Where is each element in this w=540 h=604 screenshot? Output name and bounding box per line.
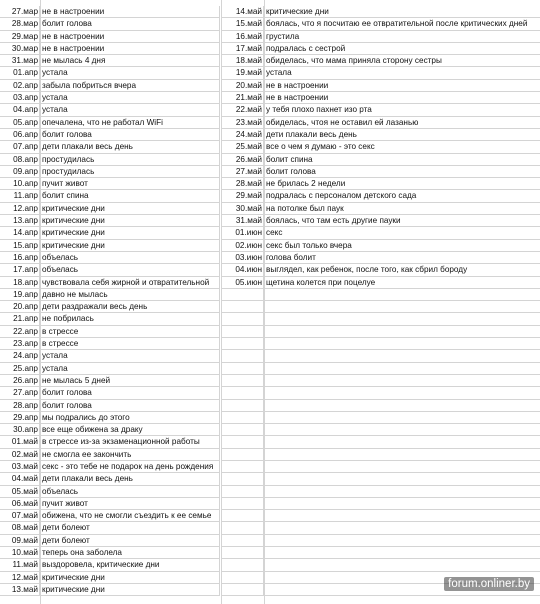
note-cell[interactable]: критические дни [40, 572, 220, 583]
date-cell[interactable] [222, 412, 264, 423]
date-cell[interactable]: 16.май [222, 31, 264, 42]
table-row [222, 18, 540, 30]
table-row [222, 67, 540, 79]
date-cell[interactable] [222, 535, 264, 546]
table-row [0, 313, 220, 325]
note-cell[interactable]: щетина колется при поцелуе [264, 277, 540, 288]
date-cell[interactable] [222, 547, 264, 558]
table-row [0, 375, 220, 387]
table-row [0, 252, 220, 264]
table-row [222, 154, 540, 166]
table-row [222, 104, 540, 116]
date-cell[interactable] [222, 326, 264, 337]
note-cell[interactable]: давно не мылась [40, 289, 220, 300]
date-cell[interactable]: 02.июн [222, 240, 264, 251]
date-cell[interactable]: 02.май [0, 449, 40, 460]
table-row [0, 117, 220, 129]
table-row [222, 461, 540, 473]
note-cell[interactable]: дети раздражали весь день [40, 301, 220, 312]
date-cell[interactable]: 04.апр [0, 104, 40, 115]
date-cell[interactable]: 24.апр [0, 350, 40, 361]
note-cell[interactable]: объелась [40, 486, 220, 497]
date-cell[interactable]: 07.май [0, 510, 40, 521]
table-row [0, 92, 220, 104]
date-cell[interactable] [222, 363, 264, 374]
table-row [0, 535, 220, 547]
note-cell[interactable]: пучит живот [40, 178, 220, 189]
note-cell[interactable]: не в настроении [40, 43, 220, 54]
date-cell[interactable]: 13.май [0, 584, 40, 595]
table-row [222, 289, 540, 301]
table-row [0, 436, 220, 448]
date-cell[interactable]: 05.июн [222, 277, 264, 288]
date-cell[interactable]: 26.апр [0, 375, 40, 386]
table-row [0, 461, 220, 473]
note-cell[interactable]: подралась с персоналом детского сада [264, 190, 540, 201]
table-row [222, 350, 540, 362]
date-cell[interactable]: 22.май [222, 104, 264, 115]
note-cell[interactable]: устала [40, 104, 220, 115]
date-cell[interactable] [222, 400, 264, 411]
date-cell[interactable]: 20.май [222, 80, 264, 91]
date-cell[interactable]: 06.апр [0, 129, 40, 140]
date-cell[interactable]: 28.май [222, 178, 264, 189]
table-row [0, 141, 220, 153]
table-row [0, 178, 220, 190]
table-row [222, 252, 540, 264]
date-cell[interactable]: 19.май [222, 67, 264, 78]
table-row [0, 264, 220, 276]
note-cell[interactable]: чувствовала себя жирной и отвратительной [40, 277, 220, 288]
note-cell[interactable]: болит спина [40, 190, 220, 201]
date-cell[interactable]: 17.апр [0, 264, 40, 275]
note-cell[interactable] [264, 424, 540, 435]
table-row [222, 277, 540, 289]
note-cell[interactable] [264, 412, 540, 423]
date-cell[interactable]: 29.май [222, 190, 264, 201]
table-row [0, 412, 220, 424]
date-cell[interactable] [222, 498, 264, 509]
date-cell[interactable]: 06.май [0, 498, 40, 509]
date-cell[interactable]: 21.апр [0, 313, 40, 324]
date-cell[interactable]: 25.май [222, 141, 264, 152]
date-cell[interactable]: 29.мар [0, 31, 40, 42]
table-row [222, 375, 540, 387]
note-cell[interactable]: не мылась 5 дней [40, 375, 220, 386]
note-cell[interactable]: обиделась, чтоя не оставил ей лазанью [264, 117, 540, 128]
date-cell[interactable]: 01.апр [0, 67, 40, 78]
table-row [0, 584, 220, 596]
date-cell[interactable]: 28.мар [0, 18, 40, 29]
date-cell[interactable]: 31.мар [0, 55, 40, 66]
table-row [0, 18, 220, 30]
note-cell[interactable] [264, 473, 540, 484]
date-cell[interactable] [222, 424, 264, 435]
table-row [0, 363, 220, 375]
note-cell[interactable] [264, 449, 540, 460]
table-row [0, 6, 220, 18]
note-cell[interactable]: не в настроении [40, 31, 220, 42]
date-cell[interactable]: 18.май [222, 55, 264, 66]
note-cell[interactable] [264, 338, 540, 349]
note-cell[interactable] [264, 375, 540, 386]
table-row [0, 190, 220, 202]
note-cell[interactable]: пучит живот [40, 498, 220, 509]
date-cell[interactable]: 09.май [0, 535, 40, 546]
date-cell[interactable]: 05.апр [0, 117, 40, 128]
date-cell[interactable]: 28.апр [0, 400, 40, 411]
note-cell[interactable]: в стрессе из-за экзаменационной работы [40, 436, 220, 447]
note-cell[interactable]: дети болеют [40, 535, 220, 546]
table-row [222, 400, 540, 412]
date-cell[interactable]: 10.апр [0, 178, 40, 189]
date-cell[interactable]: 23.апр [0, 338, 40, 349]
table-row [0, 350, 220, 362]
date-cell[interactable] [222, 301, 264, 312]
left-column-table [0, 6, 220, 596]
table-row [0, 166, 220, 178]
note-cell[interactable]: критические дни [264, 6, 540, 17]
table-row [222, 559, 540, 571]
table-row [222, 227, 540, 239]
table-row [0, 215, 220, 227]
note-cell[interactable]: обиделась, что мама приняла сторону сестры [264, 55, 540, 66]
note-cell[interactable]: не побрилась [40, 313, 220, 324]
note-cell[interactable] [264, 461, 540, 472]
note-cell[interactable]: в стрессе [40, 326, 220, 337]
table-row [0, 326, 220, 338]
note-cell[interactable]: критические дни [40, 240, 220, 251]
table-row [222, 240, 540, 252]
date-cell[interactable]: 27.апр [0, 387, 40, 398]
table-row [0, 104, 220, 116]
note-cell[interactable]: мы подрались до этого [40, 412, 220, 423]
table-row [0, 338, 220, 350]
note-cell[interactable]: опечалена, что не работал WiFi [40, 117, 220, 128]
table-row [0, 31, 220, 43]
note-cell[interactable] [264, 559, 540, 570]
date-cell[interactable]: 03.апр [0, 92, 40, 103]
note-cell[interactable]: все о чем я думаю - это секс [264, 141, 540, 152]
date-cell[interactable]: 31.май [222, 215, 264, 226]
date-cell[interactable]: 23.май [222, 117, 264, 128]
table-row [222, 510, 540, 522]
note-cell[interactable] [264, 522, 540, 533]
date-cell[interactable]: 11.май [0, 559, 40, 570]
date-cell[interactable]: 08.апр [0, 154, 40, 165]
note-cell[interactable]: дети болеют [40, 522, 220, 533]
date-cell[interactable] [222, 572, 264, 583]
note-cell[interactable]: выглядел, как ребенок, после того, как сбрил бороду [264, 264, 540, 275]
note-cell[interactable]: не в настроении [264, 92, 540, 103]
note-cell[interactable]: подралась с сестрой [264, 43, 540, 54]
table-row [222, 326, 540, 338]
table-row [0, 473, 220, 485]
note-cell[interactable]: дети плакали весь день [40, 141, 220, 152]
note-cell[interactable]: боялась, что я посчитаю ее отвратительной после критических дней [264, 18, 540, 29]
note-cell[interactable]: боялась, что там есть другие пауки [264, 215, 540, 226]
table-row [222, 449, 540, 461]
date-cell[interactable]: 29.апр [0, 412, 40, 423]
table-row [0, 572, 220, 584]
note-cell[interactable]: критические дни [40, 215, 220, 226]
date-cell[interactable]: 20.апр [0, 301, 40, 312]
note-cell[interactable]: грустила [264, 31, 540, 42]
table-row [0, 510, 220, 522]
note-cell[interactable]: дети плакали весь день [40, 473, 220, 484]
date-cell[interactable] [222, 510, 264, 521]
date-cell[interactable]: 09.апр [0, 166, 40, 177]
date-cell[interactable]: 12.май [0, 572, 40, 583]
note-cell[interactable]: теперь она заболела [40, 547, 220, 558]
date-cell[interactable] [222, 313, 264, 324]
date-cell[interactable] [222, 375, 264, 386]
table-row [0, 55, 220, 67]
date-cell[interactable]: 27.май [222, 166, 264, 177]
note-cell[interactable] [264, 400, 540, 411]
date-cell[interactable]: 30.мар [0, 43, 40, 54]
note-cell[interactable]: не брилась 2 недели [264, 178, 540, 189]
table-row [0, 449, 220, 461]
date-cell[interactable]: 12.апр [0, 203, 40, 214]
note-cell[interactable] [264, 486, 540, 497]
note-cell[interactable]: объелась [40, 264, 220, 275]
date-cell[interactable] [222, 461, 264, 472]
note-cell[interactable] [264, 436, 540, 447]
note-cell[interactable] [264, 498, 540, 509]
date-cell[interactable]: 26.май [222, 154, 264, 165]
table-row [222, 6, 540, 18]
note-cell[interactable]: секс - это тебе не подарок на день рождения [40, 461, 220, 472]
table-row [0, 43, 220, 55]
table-row [0, 67, 220, 79]
date-cell[interactable] [222, 338, 264, 349]
date-cell[interactable]: 03.май [0, 461, 40, 472]
table-row [0, 129, 220, 141]
note-cell[interactable]: не смогла ее закончить [40, 449, 220, 460]
date-cell[interactable]: 05.май [0, 486, 40, 497]
date-cell[interactable]: 24.май [222, 129, 264, 140]
date-cell[interactable]: 04.май [0, 473, 40, 484]
note-cell[interactable]: болит голова [40, 129, 220, 140]
note-cell[interactable] [264, 313, 540, 324]
note-cell[interactable]: болит голова [264, 166, 540, 177]
date-cell[interactable]: 18.апр [0, 277, 40, 288]
note-cell[interactable] [264, 535, 540, 546]
table-row [222, 436, 540, 448]
table-row [222, 166, 540, 178]
note-cell[interactable]: обижена, что не смогли съездить к ее семье [40, 510, 220, 521]
watermark-text: forum.onliner.by [444, 577, 534, 591]
date-cell[interactable]: 16.апр [0, 252, 40, 263]
note-cell[interactable]: секс был только вчера [264, 240, 540, 251]
date-cell[interactable]: 30.май [222, 203, 264, 214]
note-cell[interactable] [264, 350, 540, 361]
table-row [0, 203, 220, 215]
table-row [222, 117, 540, 129]
note-cell[interactable]: болит голова [40, 387, 220, 398]
table-row [222, 43, 540, 55]
note-cell[interactable]: устала [40, 92, 220, 103]
date-cell[interactable] [222, 289, 264, 300]
note-cell[interactable] [264, 510, 540, 521]
note-cell[interactable]: устала [40, 67, 220, 78]
date-cell[interactable] [222, 449, 264, 460]
note-cell[interactable]: голова болит [264, 252, 540, 263]
table-row [222, 387, 540, 399]
note-cell[interactable]: критические дни [40, 203, 220, 214]
note-cell[interactable]: на потолке был паук [264, 203, 540, 214]
date-cell[interactable]: 01.июн [222, 227, 264, 238]
date-cell[interactable]: 08.май [0, 522, 40, 533]
date-cell[interactable]: 21.май [222, 92, 264, 103]
note-cell[interactable]: болит голова [40, 400, 220, 411]
table-row [222, 80, 540, 92]
note-cell[interactable]: устала [40, 350, 220, 361]
table-row [0, 559, 220, 571]
table-row [0, 240, 220, 252]
date-cell[interactable] [222, 584, 264, 595]
right-column-table [222, 6, 540, 596]
table-row [0, 277, 220, 289]
date-cell[interactable]: 10.май [0, 547, 40, 558]
date-cell[interactable] [222, 486, 264, 497]
note-cell[interactable] [264, 301, 540, 312]
date-cell[interactable]: 30.апр [0, 424, 40, 435]
table-row [0, 227, 220, 239]
table-row [222, 264, 540, 276]
date-cell[interactable]: 03.июн [222, 252, 264, 263]
note-cell[interactable]: не в настроении [264, 80, 540, 91]
date-cell[interactable]: 11.апр [0, 190, 40, 201]
note-cell[interactable]: болит спина [264, 154, 540, 165]
table-row [222, 141, 540, 153]
table-row [222, 178, 540, 190]
date-cell[interactable]: 19.апр [0, 289, 40, 300]
table-row [0, 400, 220, 412]
table-row [222, 203, 540, 215]
date-cell[interactable] [222, 522, 264, 533]
table-row [0, 301, 220, 313]
table-row [222, 498, 540, 510]
date-cell[interactable]: 14.апр [0, 227, 40, 238]
note-cell[interactable]: секс [264, 227, 540, 238]
note-cell[interactable]: не мылась 4 дня [40, 55, 220, 66]
table-row [222, 129, 540, 141]
table-row [222, 522, 540, 534]
table-row [222, 55, 540, 67]
table-row [0, 547, 220, 559]
note-cell[interactable]: забыла побриться вчера [40, 80, 220, 91]
note-cell[interactable]: дети плакали весь день [264, 129, 540, 140]
date-cell[interactable]: 15.май [222, 18, 264, 29]
table-row [222, 31, 540, 43]
table-row [222, 535, 540, 547]
table-row [0, 80, 220, 92]
table-row [0, 289, 220, 301]
date-cell[interactable]: 22.апр [0, 326, 40, 337]
note-cell[interactable]: простудилась [40, 166, 220, 177]
note-cell[interactable] [264, 289, 540, 300]
note-cell[interactable]: простудилась [40, 154, 220, 165]
table-row [222, 215, 540, 227]
date-cell[interactable]: 07.апр [0, 141, 40, 152]
note-cell[interactable]: устала [40, 363, 220, 374]
date-cell[interactable] [222, 473, 264, 484]
note-cell[interactable]: выздоровела, критические дни [40, 559, 220, 570]
table-row [0, 424, 220, 436]
note-cell[interactable]: критические дни [40, 584, 220, 595]
note-cell[interactable]: в стрессе [40, 338, 220, 349]
note-cell[interactable]: у тебя плохо пахнет изо рта [264, 104, 540, 115]
date-cell[interactable]: 14.май [222, 6, 264, 17]
table-row [222, 313, 540, 325]
note-cell[interactable]: болит голова [40, 18, 220, 29]
date-cell[interactable]: 17.май [222, 43, 264, 54]
table-row [222, 547, 540, 559]
date-cell[interactable]: 02.апр [0, 80, 40, 91]
note-cell[interactable]: устала [264, 67, 540, 78]
table-row [222, 190, 540, 202]
note-cell[interactable] [264, 363, 540, 374]
table-row [222, 338, 540, 350]
table-row [222, 412, 540, 424]
table-row [0, 486, 220, 498]
table-row [222, 424, 540, 436]
table-row [222, 473, 540, 485]
note-cell[interactable] [264, 547, 540, 558]
date-cell[interactable]: 27.мар [0, 6, 40, 17]
note-cell[interactable]: критические дни [40, 227, 220, 238]
table-row [0, 387, 220, 399]
note-cell[interactable]: объелась [40, 252, 220, 263]
date-cell[interactable] [222, 387, 264, 398]
date-cell[interactable]: 25.апр [0, 363, 40, 374]
note-cell[interactable]: все еще обижена за драку [40, 424, 220, 435]
date-cell[interactable] [222, 436, 264, 447]
table-row [0, 522, 220, 534]
table-row [222, 363, 540, 375]
date-cell[interactable]: 15.апр [0, 240, 40, 251]
note-cell[interactable] [264, 326, 540, 337]
table-row [0, 154, 220, 166]
table-row [222, 486, 540, 498]
note-cell[interactable] [264, 387, 540, 398]
table-row [222, 301, 540, 313]
date-cell[interactable]: 13.апр [0, 215, 40, 226]
date-cell[interactable]: 01.май [0, 436, 40, 447]
table-row [0, 498, 220, 510]
date-cell[interactable]: 04.июн [222, 264, 264, 275]
table-row [222, 92, 540, 104]
date-cell[interactable] [222, 559, 264, 570]
note-cell[interactable]: не в настроении [40, 6, 220, 17]
date-cell[interactable] [222, 350, 264, 361]
